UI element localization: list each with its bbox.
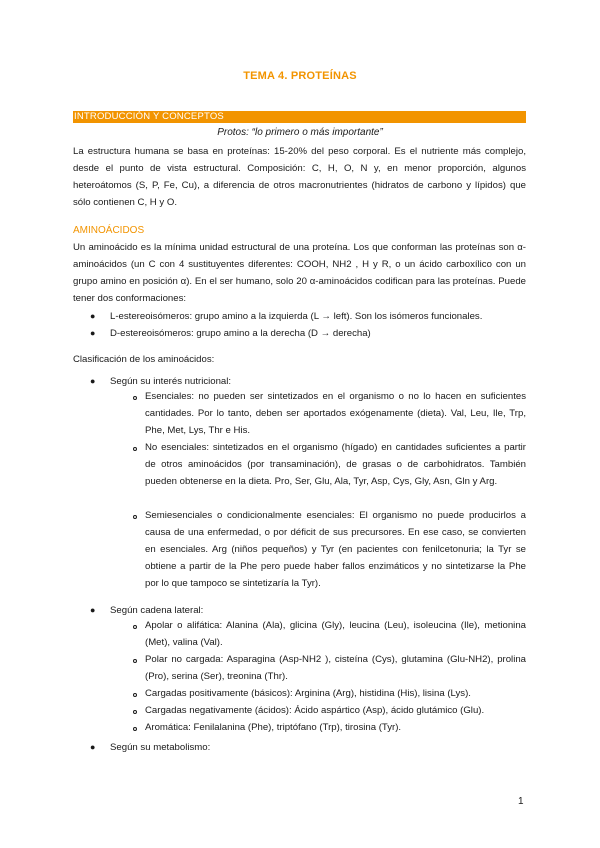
item-aromatica: Aromática: Fenilalanina (Phe), triptófano (Trp), tirosina (Tyr). [145,722,402,733]
aminoacidos-paragraph: Un aminoácido es la mínima unidad estructural de una proteína. Los que conforman las proteínas son α-aminoácidos (un C con 4 sustituyentes diferentes: COOH, NH2 , H y R, o un ácido carboxílico con un grupo amino en posición α). En el ser humano, solo 20 α-aminoácidos codifican para las proteínas. Puede tener dos conformaciones: [73,242,526,304]
item-positivas: Cargadas positivamente (básicos): Arginina (Arg), histidina (His), lisina (Lys). [145,688,471,699]
conformation-d: D-estereoisómeros: grupo amino a la derecha (D → derecha) [110,328,371,339]
item-semiesenciales: Semiesenciales o condicionalmente esenciales: El organismo no puede producirlos a causa de una enfermedad, o por déficit de sus precursores. En ese caso, se convierten en esenciales. Arg (niños pequeños) y Tyr (en pacientes con fenilcetonuria; la Tyr se obtiene a partir de la Phe pero puede haber fallos enzimáticos y no sintetizarse la Phe por lo que tampoco se sintetizaría la Tyr). [145,510,526,589]
aminoacidos-heading: AMINOÁCIDOS [73,225,145,236]
item-no-esenciales: No esenciales: sintetizados en el organismo (hígado) en cantidades suficientes a partir de otros aminoácidos (por transaminación), de grasas o de carbohidratos. También pueden obtenerse en la dieta. Pro, Ser, Glu, Ala, Tyr, Asp, Cys, Gly, Asn, Gln y Arg. [145,442,526,487]
item-esenciales: Esenciales: no pueden ser sintetizados en el organismo o no lo hacen en suficientes cantidades. Por lo tanto, deben ser aportados exógenamente (dieta). Val, Leu, Ile, Trp, Phe, Met, Lys, Thr e His. [145,391,526,436]
circle-bullet-icon [133,710,137,714]
circle-bullet-icon [133,625,137,629]
bullet-icon: ● [90,742,96,752]
intro-paragraph: La estructura humana se basa en proteínas: 15-20% del peso corporal. Es el nutriente más complejo, desde el punto de vista estructural. Composición: C, H, O, N y, en menor proporción, algunos heteroátomos (S, P, Fe, Cu), a diferencia de otros macronutrientes (hidratos de carbono y lípidos) que sólo contienen C, H y O. [73,146,526,208]
item-apolar: Apolar o alifática: Alanina (Ala), glicina (Gly), leucina (Leu), isoleucina (Ile), metionina (Met), valina (Val). [145,620,526,648]
bullet-icon: ● [90,376,96,386]
item-negativas: Cargadas negativamente (ácidos): Ácido aspártico (Asp), ácido glutámico (Glu). [145,705,485,716]
circle-bullet-icon [133,447,137,451]
clasificacion-heading: Clasificación de los aminoácidos: [73,354,215,365]
bullet-icon: ● [90,605,96,615]
section-header: INTRODUCCIÓN Y CONCEPTOS [73,111,526,123]
bullet-icon: ● [90,328,96,338]
bullet-icon: ● [90,311,96,321]
metabolismo-label: Según su metabolismo: [110,742,211,753]
nutricional-label: Según su interés nutricional: [110,376,232,387]
circle-bullet-icon [133,659,137,663]
circle-bullet-icon [133,693,137,697]
conformation-l: L-estereoisómeros: grupo amino a la izquierda (L → left). Son los isómeros funcionales. [110,311,483,322]
quote: Protos: “lo primero o más importante” [217,127,383,138]
cadena-label: Según cadena lateral: [110,605,204,616]
circle-bullet-icon [133,727,137,731]
circle-bullet-icon [133,396,137,400]
circle-bullet-icon [133,515,137,519]
page-number: 1 [518,796,524,807]
page-title: TEMA 4. PROTEÍNAS [243,70,357,82]
item-polar: Polar no cargada: Asparagina (Asp-NH2 ), cisteína (Cys), glutamina (Glu-NH2), prolina (Pro), serina (Ser), treonina (Thr). [145,654,526,682]
